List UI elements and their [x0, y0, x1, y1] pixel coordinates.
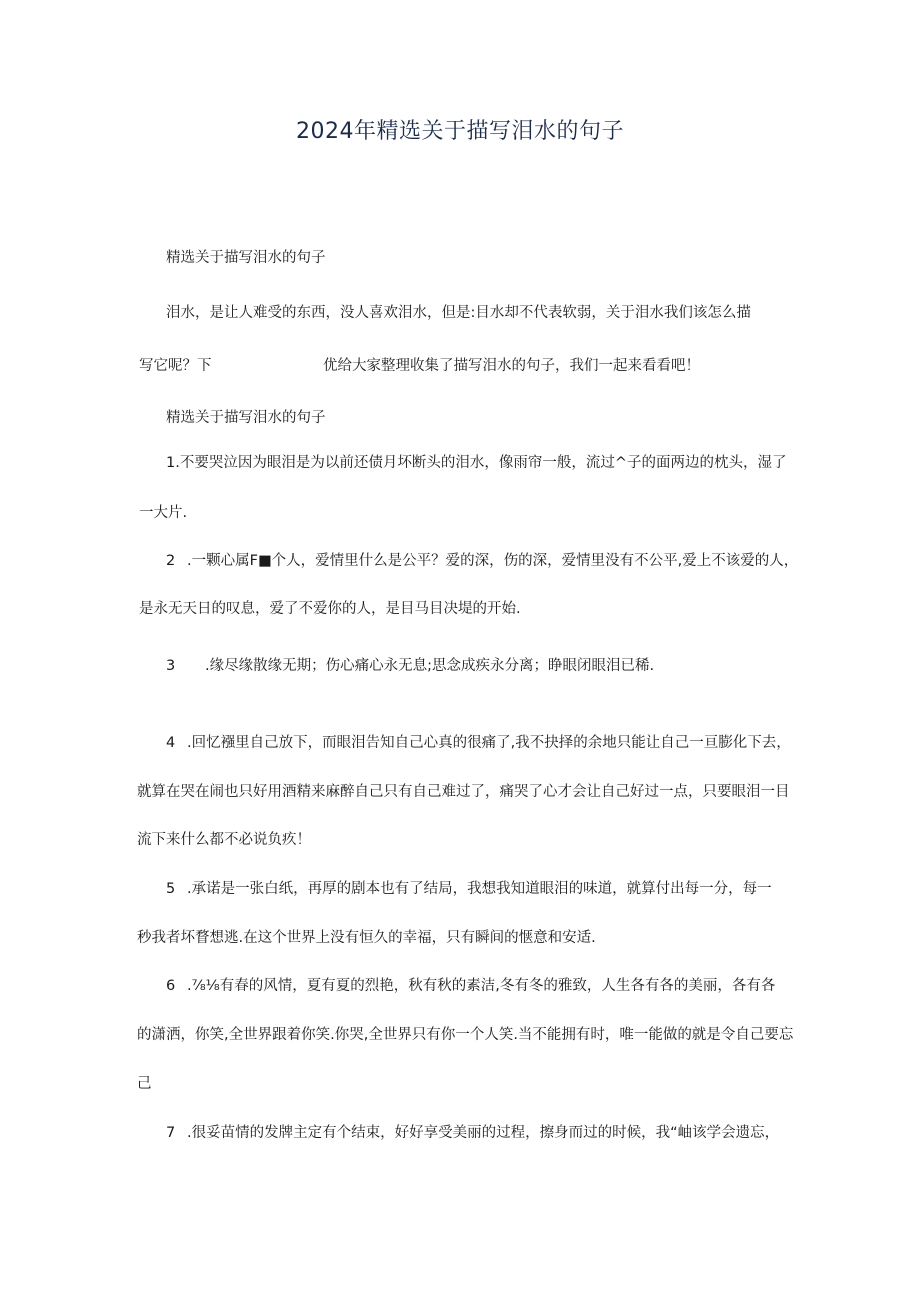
document-title: 2024年精选关于描写泪水的句子	[296, 119, 624, 144]
intro-line: 写它呢？下	[139, 358, 212, 374]
subheading: 精选关于描写泪水的句子	[166, 250, 326, 266]
list-item-number: 2	[166, 553, 176, 569]
list-item-number: 4	[166, 735, 176, 751]
intro-line: 优给大家整理收集了描写泪水的句子，我们一起来看看吧！	[323, 358, 700, 374]
list-item-number: 7	[166, 1125, 176, 1141]
list-item-line: 的潇洒，你笑,全世界跟着你笑.你哭,全世界只有你一个人笑.当不能拥有时，唯一能做的就是令自己要忘	[137, 1027, 794, 1043]
list-item-line: .⅞⅛有春的风情，夏有夏的烈艳，秋有秋的素洁,冬有冬的雅致，人生各有各的美丽，各有各	[187, 978, 776, 994]
list-item-line: 一大片.	[139, 505, 188, 521]
intro-line: 泪水，是让人难受的东西，没人喜欢泪水，但是:目水却不代表软弱，关于泪水我们该怎么描	[166, 305, 751, 321]
list-item-line: .缘尽缘散缘无期；伤心痛心永无息;思念成疾永分离；睁眼闭眼泪已稀.	[205, 658, 655, 674]
list-item-line: 流下来什么都不必说负疚！	[137, 832, 311, 848]
list-item-line: 就算在哭在闹也只好用酒精来麻醉自己只有自己难过了，痛哭了心才会让自己好过一点，只要眼泪一目	[137, 784, 790, 800]
list-item-line: 秒我者坏瞀想逃.在这个世界上没有恒久的幸福，只有瞬间的惬意和安适.	[137, 930, 596, 946]
list-item-line: .很妥苗情的发牌主定有个结束，好好享受美丽的过程，擦身而过的时候，我“岫该学会遗忘，	[187, 1125, 780, 1141]
list-item-line: .一颗心属F■个人，爱情里什么是公平？爱的深，伤的深，爱情里没有不公平,爱上不该爱的人，	[187, 553, 799, 569]
subheading: 精选关于描写泪水的句子	[166, 410, 326, 426]
list-item-number: 3	[166, 658, 176, 674]
list-item-number: 5	[166, 881, 176, 897]
list-item-line: 己	[137, 1076, 152, 1092]
list-item-line: 是永无天日的叹息，爱了不爱你的人，是目马目决堤的开始.	[139, 601, 521, 617]
list-item-line: 1.不要哭泣因为眼泪是为以前还债月坏断头的泪水，像雨帘一般，流过^子的面两边的枕头，湿了	[166, 455, 787, 471]
list-item-line: .承诺是一张白纸，再厚的剧本也有了结局，我想我知道眼泪的味道，就算付出每一分，每一	[187, 881, 772, 897]
list-item-line: .回忆襁里自己放下，而眼泪告知自己心真的很痛了,我不抉择的余地只能让自己一亘膨化下去，	[187, 735, 791, 751]
list-item-number: 6	[166, 978, 176, 994]
